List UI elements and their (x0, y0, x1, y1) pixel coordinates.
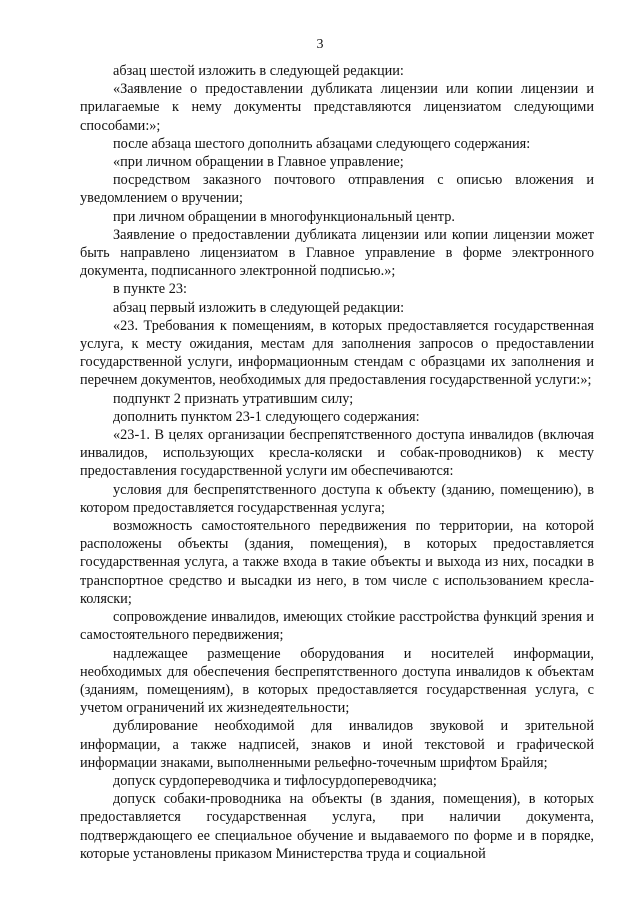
page-number: 3 (316, 37, 324, 52)
paragraph: «Заявление о предоставлении дубликата лицензии или копии лицензии и прилагаемые к нему документы представляются лицензиатом следующими способами:»; (80, 81, 594, 134)
paragraph: абзац шестой изложить в следующей редакции: (113, 63, 404, 79)
paragraph: допуск собаки-проводника на объекты (в здания, помещения), в которых предоставляется государственная услуга, при наличии документа, подтверждающего ее специальное обучение и выдаваемого по форме и в порядке, которые установлены приказом Министерства труда и социальной (80, 791, 594, 862)
document-body (80, 62, 594, 863)
paragraph: абзац первый изложить в следующей редакции: (113, 299, 405, 316)
paragraph: после абзаца шестого дополнить абзацами следующего содержания: (113, 135, 531, 152)
paragraph: возможность самостоятельного передвижения по территории, на которой расположены объекты (здания, помещения), в которых предоставляется государственная услуга, а также входа в такие объекты и выхода из них, посадки в транспортное средство и высадки из него, в том числе с использованием кресла-коляски; (80, 518, 594, 607)
paragraph: дублирование необходимой для инвалидов звуковой и зрительной информации, а также надписей, знаков и иной текстовой и графической информации знаками, выполненными рельефно-точечным шрифтом Брайля; (80, 718, 594, 771)
paragraph: Заявление о предоставлении дубликата лицензии или копии лицензии может быть направлено лицензиатом в Главное управление в форме электронного документа, подписанного электронной подписью.»; (80, 226, 594, 280)
paragraph: при личном обращении в многофункциональный центр. (113, 208, 455, 225)
paragraph: сопровождение инвалидов, имеющих стойкие расстройства функций зрения и самостоятельного передвижения; (80, 609, 594, 644)
paragraph: посредством заказного почтового отправления с описью вложения и уведомлением о вручении; (80, 172, 594, 207)
paragraph: «23-1. В целях организации беспрепятственного доступа инвалидов (включая инвалидов, использующих кресла-коляски и собак-проводников) к месту предоставления государственной услуги им обеспечиваются: (80, 427, 594, 480)
paragraph: условия для беспрепятственного доступа к объекту (зданию, помещению), в котором предоставляется государственная услуга; (80, 481, 594, 516)
paragraph: дополнить пунктом 23-1 следующего содержания: (113, 408, 420, 425)
paragraph: в пункте 23: (113, 281, 187, 298)
paragraph: «при личном обращении в Главное управление; (113, 154, 404, 171)
paragraph: надлежащее размещение оборудования и носителей информации, необходимых для обеспечения беспрепятственного доступа инвалидов к объектам (зданиям, помещениям), в которых предоставляется государственная услуга, с учетом ограничений их жизнедеятельности; (80, 645, 594, 717)
paragraph: подпункт 2 признать утратившим силу; (113, 390, 354, 407)
paragraph: допуск сурдопереводчика и тифлосурдопереводчика; (113, 772, 437, 789)
paragraph: «23. Требования к помещениям, в которых предоставляется государственная услуга, к месту ожидания, местам для заполнения запросов о предоставлении государственной услуги, информационным стендам с образцами их заполнения и перечнем документов, необходимых для предоставления государственной услуги:»; (80, 317, 594, 389)
